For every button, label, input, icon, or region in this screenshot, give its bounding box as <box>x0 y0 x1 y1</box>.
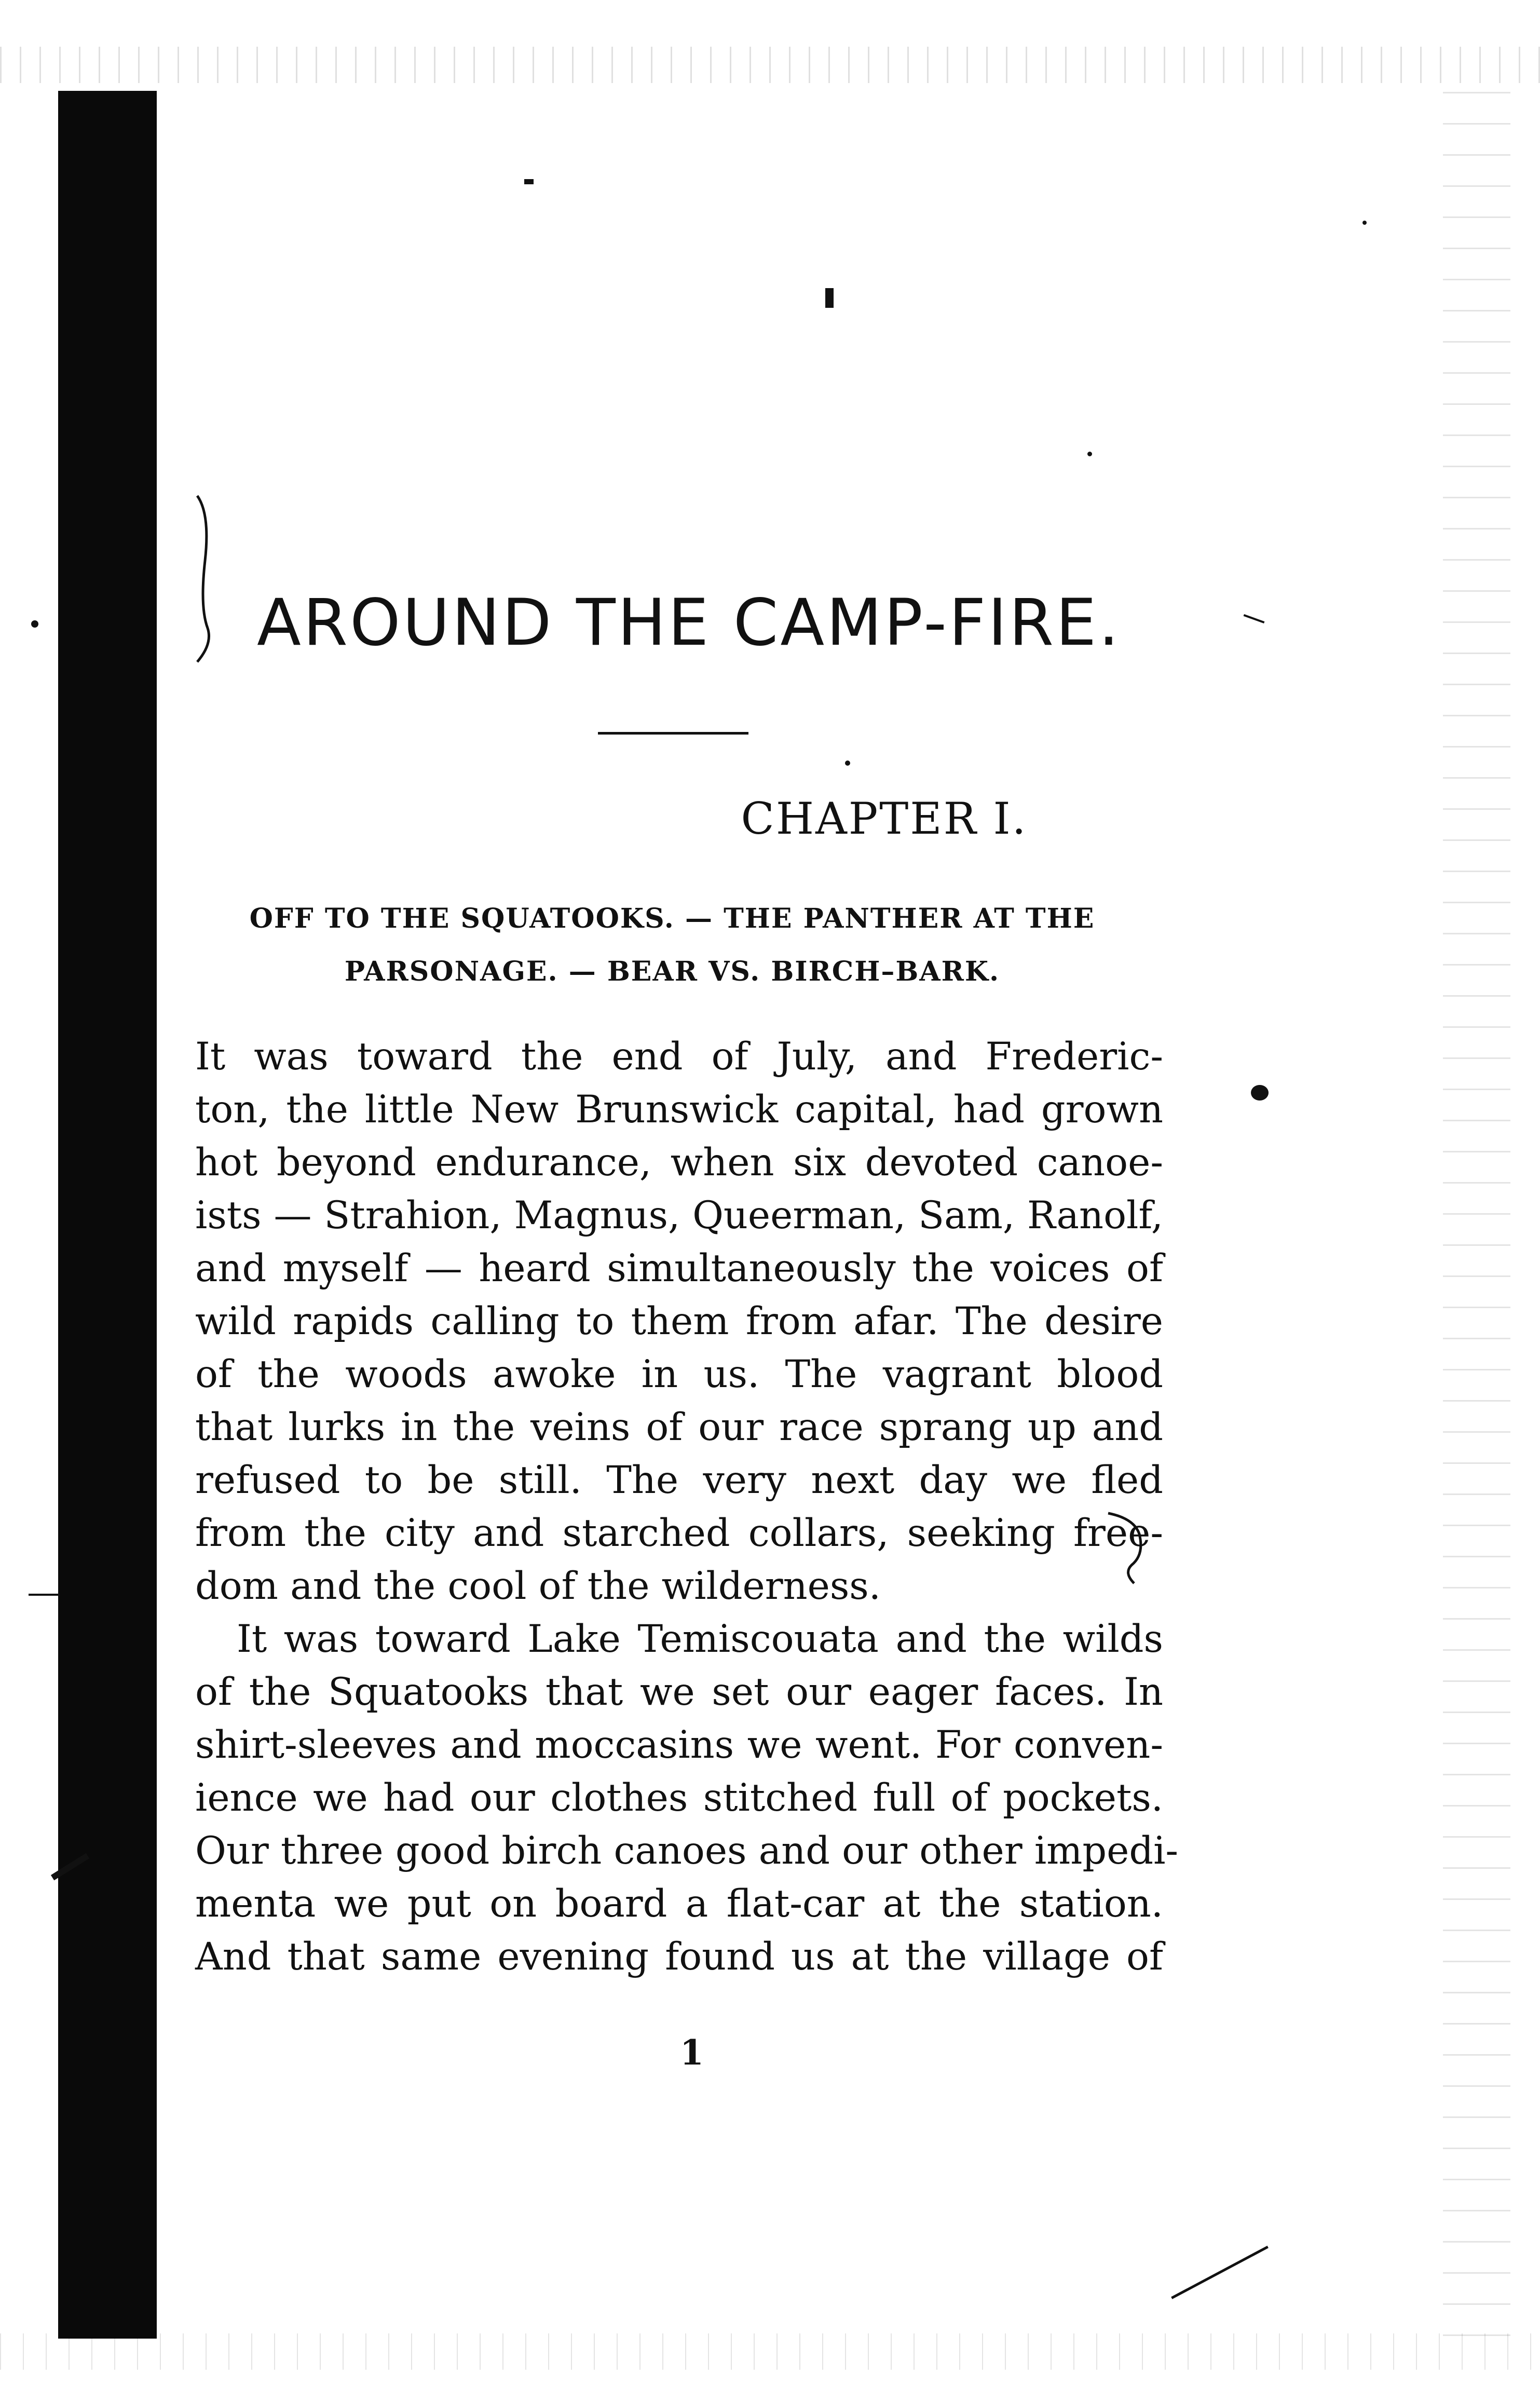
scan-top-edge <box>0 47 1540 83</box>
page-number: 1 <box>680 2032 704 2073</box>
chapter-summary <box>179 892 1165 998</box>
scan-speck <box>845 761 850 766</box>
scan-bottom-edge <box>0 2333 1540 2370</box>
text-line: It was toward the end of July, and Frederic- <box>195 1035 1163 1079</box>
text-line: wild rapids calling to them from afar. The desire <box>195 1299 1163 1343</box>
paragraph <box>195 1030 1163 1613</box>
chapter-heading: CHAPTER I. <box>741 793 1028 844</box>
text-line: menta we put on board a flat-car at the station. <box>195 1882 1163 1926</box>
scan-speck <box>29 1594 60 1596</box>
scan-speck <box>524 179 534 184</box>
text-line: hot beyond endurance, when six devoted canoe- <box>195 1140 1163 1185</box>
scan-speck <box>1244 614 1265 623</box>
text-line: and myself — heard simultaneously the voices of <box>195 1246 1163 1291</box>
title-divider <box>598 732 748 735</box>
chapter-body <box>195 1030 1179 1984</box>
text-line: from the city and starched collars, seeking free- <box>195 1511 1163 1555</box>
scan-speck <box>1251 1085 1269 1101</box>
book-title: AROUND THE CAMP-FIRE. <box>257 586 1121 660</box>
text-line: of the Squatooks that we set our eager faces. In <box>195 1670 1163 1714</box>
margin-bracket-mark <box>187 493 218 664</box>
text-line: shirt-sleeves and moccasins we went. For conven- <box>195 1723 1163 1767</box>
text-line: ton, the little New Brunswick capital, had grown <box>195 1088 1163 1132</box>
text-line: dom and the cool of the wilderness. <box>195 1564 881 1608</box>
chapter-summary-line: PARSONAGE. — BEAR VS. BIRCH–BARK. <box>344 956 1000 987</box>
scan-speck <box>31 620 38 628</box>
text-line: that lurks in the veins of our race sprang up and <box>195 1405 1163 1449</box>
scan-speck <box>1362 221 1367 225</box>
text-line: refused to be still. The very next day we fled <box>195 1458 1163 1502</box>
text-line: It was toward Lake Temiscouata and the wilds <box>237 1617 1163 1661</box>
text-line: And that same evening found us at the village of <box>195 1935 1163 1979</box>
text-line: of the woods awoke in us. The vagrant blood <box>195 1352 1163 1396</box>
text-line: Our three good birch canoes and our other impedi- <box>195 1829 1179 1873</box>
scan-right-edge <box>1443 62 1510 2336</box>
scan-speck <box>1171 2246 1269 2299</box>
scan-speck <box>1087 452 1092 456</box>
paragraph <box>195 1613 1179 1984</box>
text-line: ience we had our clothes stitched full of pockets. <box>195 1776 1163 1820</box>
scan-speck <box>825 288 834 308</box>
chapter-summary-line: OFF TO THE SQUATOOKS. — THE PANTHER AT THE <box>249 903 1095 934</box>
text-line: ists — Strahion, Magnus, Queerman, Sam, Ranolf, <box>195 1193 1163 1238</box>
binding-shadow <box>58 91 157 2339</box>
